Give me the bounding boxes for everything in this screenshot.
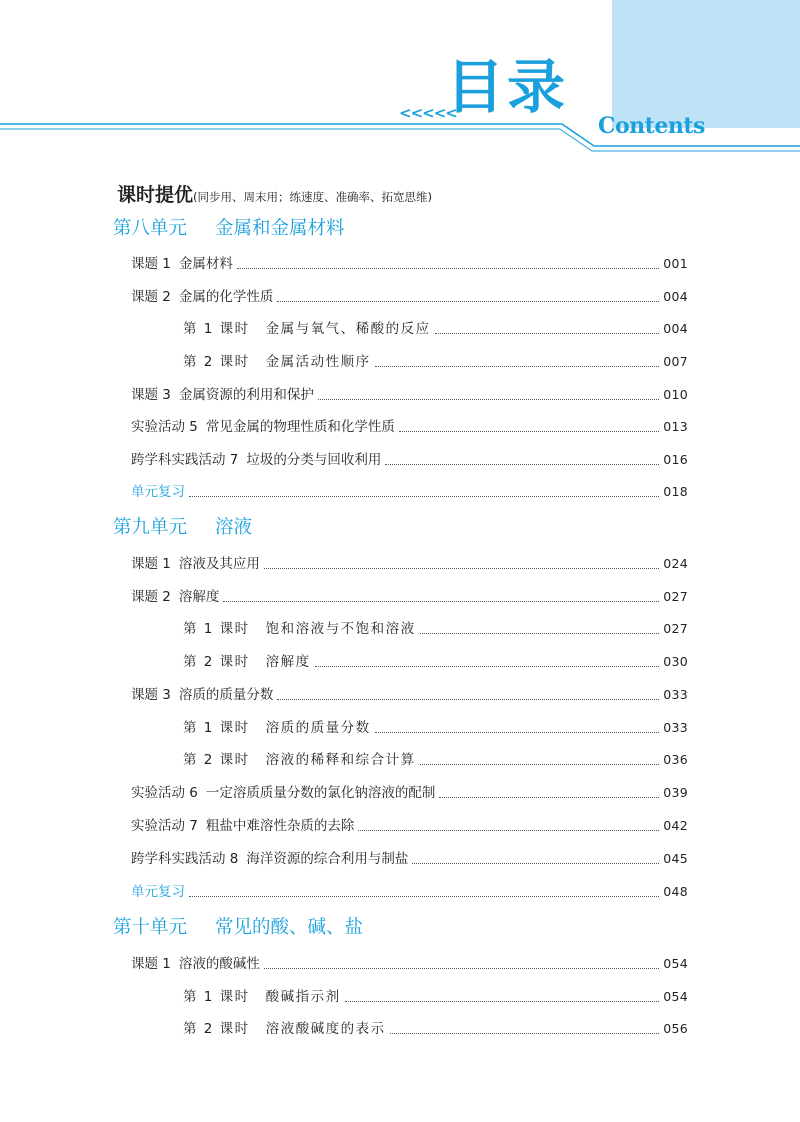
entry-page: 027 <box>663 621 688 636</box>
leader-dots <box>439 796 659 798</box>
toc-subentry[interactable] <box>183 751 688 769</box>
entry-title: 粗盐中难溶性杂质的去除 <box>205 818 355 834</box>
entry-key: 课题 1 <box>131 256 171 272</box>
toc-entry[interactable] <box>131 784 688 802</box>
leader-dots <box>189 495 659 497</box>
entry-key: 实验活动 7 <box>131 818 198 834</box>
entry-page: 004 <box>663 289 688 304</box>
entry-title: 溶液及其应用 <box>178 556 260 572</box>
entry-title: 金属活动性顺序 <box>265 354 371 370</box>
leader-dots <box>223 600 659 602</box>
header-rule-lines <box>0 0 800 170</box>
toc-entry[interactable] <box>131 850 688 868</box>
entry-page: 039 <box>663 785 688 800</box>
toc-entry[interactable] <box>131 418 688 436</box>
leader-dots <box>412 862 659 864</box>
entry-page: 016 <box>663 452 688 467</box>
leader-dots <box>264 967 659 969</box>
entry-title: 酸碱指示剂 <box>265 989 341 1005</box>
entry-title: 溶解度 <box>178 589 220 605</box>
unit-name: 金属和金属材料 <box>215 218 345 239</box>
entry-title: 常见金属的物理性质和化学性质 <box>205 419 395 435</box>
unit-heading[interactable] <box>113 919 363 938</box>
entry-title: 金属材料 <box>178 256 233 272</box>
leader-dots <box>385 463 659 465</box>
toc-subentry[interactable] <box>183 1020 688 1038</box>
leader-dots <box>390 1032 660 1034</box>
entry-key: 第 2 课时 <box>183 654 250 670</box>
entry-page: 042 <box>663 818 688 833</box>
entry-title: 溶液的酸碱性 <box>178 956 260 972</box>
entry-key: 第 1 课时 <box>183 989 250 1005</box>
entry-key: 第 1 课时 <box>183 720 250 736</box>
entry-title: 单元复习 <box>131 884 185 900</box>
toc-review-entry[interactable] <box>131 883 688 901</box>
entry-page: 054 <box>663 989 688 1004</box>
entry-page: 056 <box>663 1021 688 1036</box>
entry-title: 溶质的质量分数 <box>265 720 371 736</box>
toc-subentry[interactable] <box>183 719 688 737</box>
entry-key: 课题 1 <box>131 556 171 572</box>
entry-key: 跨学科实践活动 7 <box>131 452 239 468</box>
entry-key: 课题 2 <box>131 289 171 305</box>
leader-dots <box>318 398 659 400</box>
unit-name: 溶液 <box>215 517 253 538</box>
entry-page: 018 <box>663 484 688 499</box>
leader-dots <box>264 567 659 569</box>
toc-entry[interactable] <box>131 955 688 973</box>
entry-title: 溶质的质量分数 <box>178 687 274 703</box>
entry-key: 课题 1 <box>131 956 171 972</box>
entry-title: 海洋资源的综合利用与制盐 <box>246 851 409 867</box>
entry-key: 第 2 课时 <box>183 752 250 768</box>
entry-page: 027 <box>663 589 688 604</box>
toc-entry[interactable] <box>131 555 688 573</box>
toc-review-entry[interactable] <box>131 483 688 501</box>
entry-title: 垃圾的分类与回收利用 <box>246 452 382 468</box>
section-heading <box>117 180 432 207</box>
leader-dots <box>375 731 660 733</box>
leader-dots <box>358 829 659 831</box>
toc-subentry[interactable] <box>183 353 688 371</box>
entry-key: 实验活动 5 <box>131 419 198 435</box>
entry-title: 金属资源的利用和保护 <box>178 387 314 403</box>
entry-page: 048 <box>663 884 688 899</box>
entry-page: 033 <box>663 687 688 702</box>
entry-page: 007 <box>663 354 688 369</box>
entry-key: 课题 3 <box>131 687 171 703</box>
unit-number: 第八单元 <box>113 218 188 239</box>
toc-subentry[interactable] <box>183 320 688 338</box>
entry-key: 实验活动 6 <box>131 785 198 801</box>
entry-page: 004 <box>663 321 688 336</box>
leader-dots <box>345 1000 660 1002</box>
unit-heading[interactable] <box>113 220 345 239</box>
toc-entry[interactable] <box>131 255 688 273</box>
entry-page: 024 <box>663 556 688 571</box>
leader-dots <box>315 665 660 667</box>
entry-page: 010 <box>663 387 688 402</box>
entry-page: 045 <box>663 851 688 866</box>
entry-key: 第 2 课时 <box>183 1021 250 1037</box>
section-title: 课时提优 <box>117 184 194 206</box>
entry-page: 013 <box>663 419 688 434</box>
entry-key: 第 1 课时 <box>183 621 250 637</box>
toc-entry[interactable] <box>131 386 688 404</box>
entry-key: 课题 3 <box>131 387 171 403</box>
page-title: 目录 <box>446 53 569 121</box>
page-subtitle: Contents <box>598 113 705 139</box>
toc-entry[interactable] <box>131 451 688 469</box>
entry-title: 单元复习 <box>131 484 185 500</box>
entry-page: 036 <box>663 752 688 767</box>
entry-key: 跨学科实践活动 8 <box>131 851 239 867</box>
toc-entry[interactable] <box>131 588 688 606</box>
unit-number: 第九单元 <box>113 517 188 538</box>
leader-dots <box>399 430 659 432</box>
toc-entry[interactable] <box>131 686 688 704</box>
leader-dots <box>237 267 659 269</box>
toc-subentry[interactable] <box>183 620 688 638</box>
entry-key: 第 2 课时 <box>183 354 250 370</box>
leader-dots <box>420 632 660 634</box>
entry-key: 课题 2 <box>131 589 171 605</box>
entry-title: 一定溶质质量分数的氯化钠溶液的配制 <box>205 785 436 801</box>
section-note: (同步用、周末用；练速度、准确率、拓宽思维) <box>193 190 432 204</box>
entry-title: 饱和溶液与不饱和溶液 <box>265 621 416 637</box>
toc-entry[interactable] <box>131 288 688 306</box>
leader-dots <box>375 365 660 367</box>
entry-title: 溶解度 <box>265 654 311 670</box>
entry-title: 金属与氧气、稀酸的反应 <box>265 321 431 337</box>
entry-page: 033 <box>663 720 688 735</box>
header-chevrons-icon: <<<<< <box>399 104 457 122</box>
leader-dots <box>189 895 659 897</box>
entry-title: 溶液的稀释和综合计算 <box>265 752 416 768</box>
toc-entry[interactable] <box>131 817 688 835</box>
leader-dots <box>420 763 660 765</box>
entry-page: 001 <box>663 256 688 271</box>
leader-dots <box>277 300 659 302</box>
toc-subentry[interactable] <box>183 988 688 1006</box>
entry-page: 030 <box>663 654 688 669</box>
toc-subentry[interactable] <box>183 653 688 671</box>
leader-dots <box>435 332 660 334</box>
leader-dots <box>277 698 659 700</box>
entry-title: 溶液酸碱度的表示 <box>265 1021 386 1037</box>
entry-title: 金属的化学性质 <box>178 289 274 305</box>
unit-number: 第十单元 <box>113 917 188 938</box>
unit-heading[interactable] <box>113 519 252 538</box>
unit-name: 常见的酸、碱、盐 <box>215 917 364 938</box>
entry-key: 第 1 课时 <box>183 321 250 337</box>
entry-page: 054 <box>663 956 688 971</box>
